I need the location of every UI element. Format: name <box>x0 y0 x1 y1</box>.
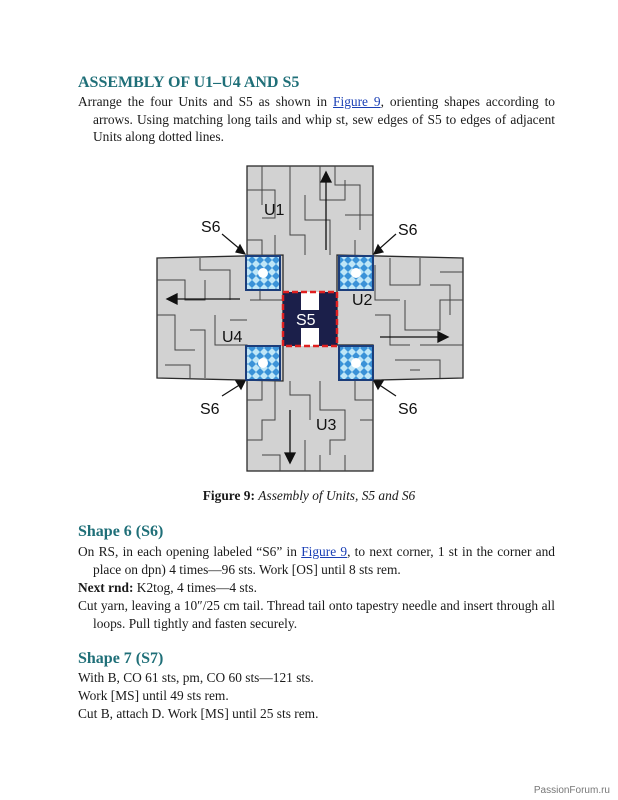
shape-7-line-3: Cut B, attach D. Work [MS] until 25 sts rem. <box>78 706 319 721</box>
s6-text-end: , to next corner, 1 st in the corner and place on dpn) 4 times—96 sts. Work [OS] until 8 sts rem. <box>93 544 555 577</box>
label-u4: U4 <box>222 329 243 346</box>
next-rnd-label: Next rnd: <box>78 580 134 595</box>
section-heading-assembly: ASSEMBLY OF U1–U4 AND S5 <box>78 74 300 91</box>
label-u3: U3 <box>316 417 337 434</box>
s6-square-tl <box>246 256 280 290</box>
label-s6-tr: S6 <box>398 222 418 239</box>
label-s5: S5 <box>296 312 316 329</box>
shape-6-paragraph-3: Cut yarn, leaving a 10″/25 cm tail. Thread tail onto tapestry needle and insert through all loops. Pull tightly and fasten securely. <box>78 598 555 631</box>
caption-text: Assembly of Units, S5 and S6 <box>258 488 416 503</box>
figure-9-caption <box>0 488 618 504</box>
shape-7-line-1: With B, CO 61 sts, pm, CO 60 sts—121 sts. <box>78 670 314 685</box>
shape-6-paragraph-1 <box>78 543 555 578</box>
label-u2: U2 <box>352 292 373 309</box>
s6-square-br <box>339 346 373 380</box>
next-rnd-text: K2tog, 4 times—4 sts. <box>133 580 257 595</box>
section-heading-shape-6: Shape 6 (S6) <box>78 523 164 540</box>
section-heading-shape-7: Shape 7 (S7) <box>78 650 164 667</box>
label-s6-bl: S6 <box>200 401 220 418</box>
assembly-text-start: Arrange the four Units and S5 as shown in <box>78 94 334 109</box>
figure-9-link-2[interactable]: Figure 9 <box>301 544 348 559</box>
figure-9-link[interactable]: Figure 9 <box>333 94 381 109</box>
label-s6-tl: S6 <box>201 219 221 236</box>
assembly-text-end: , orienting shapes according to arrows. Using matching long tails and whip st, sew edges of S5 to edges of adjacent Units along dotted lines. <box>93 94 555 144</box>
caption-label: Figure 9: <box>202 488 255 503</box>
label-s6-br: S6 <box>398 401 418 418</box>
s6-square-bl <box>246 346 280 380</box>
watermark: PassionForum.ru <box>533 785 610 796</box>
s6-text-start: On RS, in each opening labeled “S6” in <box>78 544 302 559</box>
s6-square-tr <box>339 256 373 290</box>
shape-7-line-2: Work [MS] until 49 sts rem. <box>78 688 229 703</box>
shape-6-paragraph-2 <box>78 579 555 597</box>
label-u1: U1 <box>264 202 285 219</box>
